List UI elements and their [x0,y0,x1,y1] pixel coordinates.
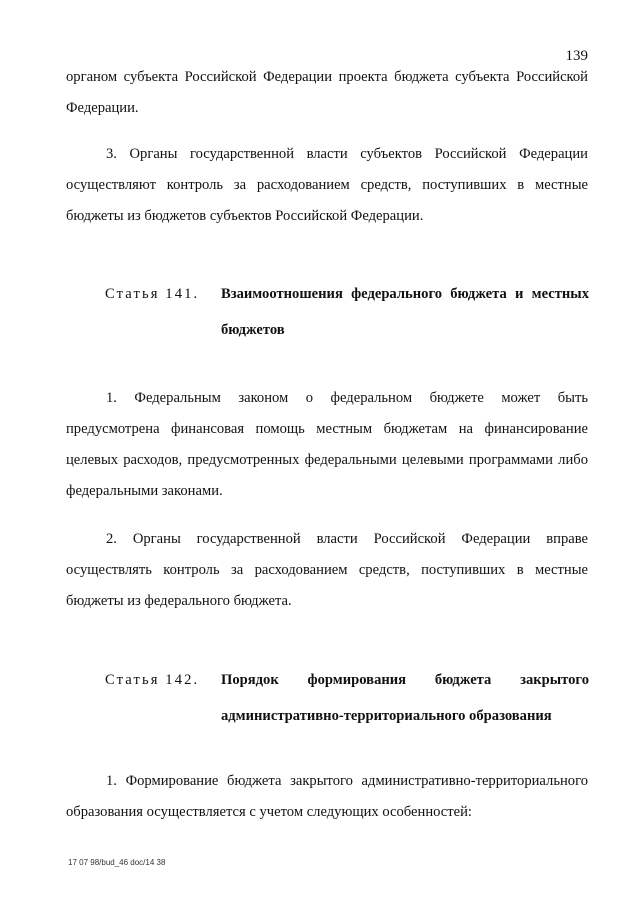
continuation-paragraph: органом субъекта Российской Федерации проекта бюджета субъекта Российской Федерации. [66,69,588,116]
article-142-paragraph-1: 1. Формирование бюджета закрытого административно-территориального образования осуществляется с учетом следующих особенностей: [66,773,588,820]
article-141-paragraph-2: 2. Органы государственной власти Российской Федерации вправе осуществлять контроль за расходованием средств, поступивших в местные бюджеты из федерального бюджета. [66,531,588,609]
article-142-number: Статья 142. [105,672,200,688]
footer-filename: 17 07 98/bud_46 doc/14 38 [68,858,166,867]
article-141-paragraph-1: 1. Федеральным законом о федеральном бюджете может быть предусмотрена финансовая помощь местным бюджетам на финансирование целевых расходов, предусмотренных федеральными целевыми программами либо федеральными законами. [66,390,588,499]
article-141-number: Статья 141. [105,286,200,302]
article-141-title: Взаимоотношения федерального бюджета и местных бюджетов [221,286,589,338]
page-number: 139 [565,48,588,64]
article-142-title: Порядок формирования бюджета закрытого административно-территориального образования [221,672,589,724]
paragraph-3: 3. Органы государственной власти субъектов Российской Федерации осуществляют контроль за расходованием средств, поступивших в местные бюджеты из бюджетов субъектов Российской Федерации. [66,146,588,224]
